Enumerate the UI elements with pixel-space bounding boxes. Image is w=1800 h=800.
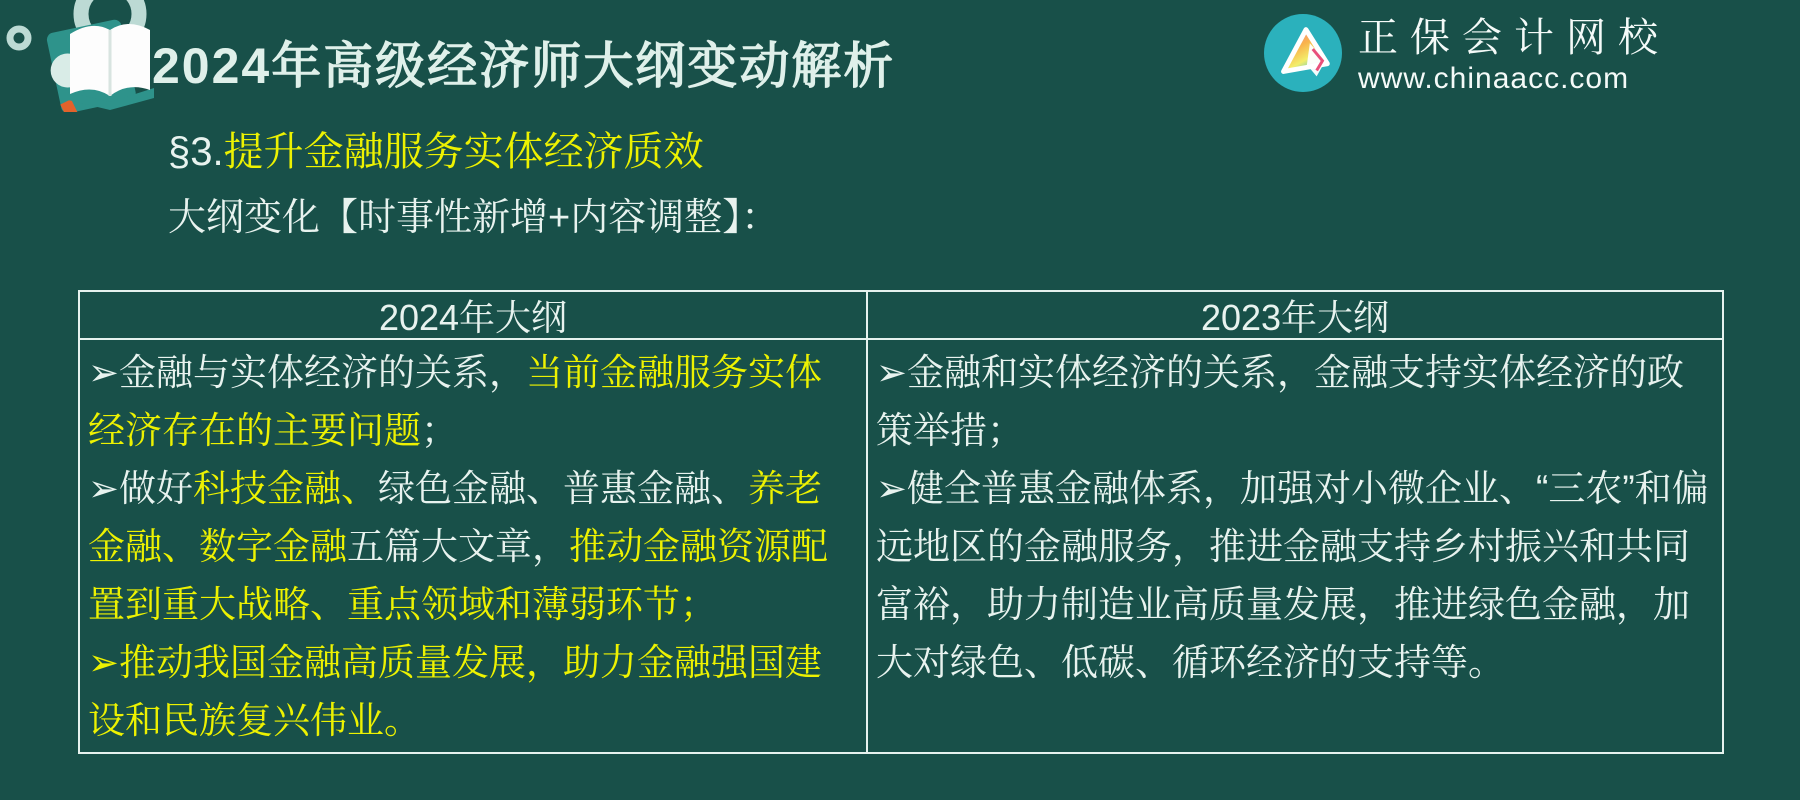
text-segment: 养老金融、数字金融 bbox=[88, 468, 823, 567]
text-segment: 绿色金融、普惠金融、 bbox=[378, 468, 749, 509]
text-segment: ➢做好 bbox=[88, 468, 194, 509]
text-segment: ➢健全普惠金融体系，加强对小微企业、“三农”和偏远地区的金融服务，推进金融支持乡村振兴和共同富裕，助力制造业高质量发展，推进绿色金融，加大对绿色、低碳、循环经济的支持等。 bbox=[876, 468, 1709, 683]
page-title: 2024年高级经济师大纲变动解析 bbox=[152, 38, 896, 94]
text-segment: ➢金融与实体经济的关系， bbox=[88, 352, 527, 393]
text-segment: ； bbox=[421, 410, 458, 451]
section-heading bbox=[168, 120, 704, 177]
cell-2024-outline bbox=[80, 340, 868, 754]
section-title: 提升金融服务实体经济质效 bbox=[223, 130, 704, 174]
open-book-icon bbox=[4, 0, 164, 117]
text-segment: ➢金融和实体经济的关系，金融支持实体经济的政策举措； bbox=[876, 352, 1685, 451]
section-number: §3. bbox=[168, 130, 224, 174]
chinaacc-logo-icon bbox=[1264, 14, 1342, 97]
text-segment: ➢推动我国金融高质量发展，助力金融强国建设和民族复兴伟业。 bbox=[88, 642, 823, 741]
column-header-2023: 2023年大纲 bbox=[868, 292, 1722, 340]
bullet-item bbox=[876, 344, 1712, 460]
outline-comparison-table bbox=[78, 290, 1724, 754]
section-subtitle: 大纲变化【时事性新增+内容调整】： bbox=[168, 197, 780, 239]
brand-name: 正保会计网校 bbox=[1358, 15, 1670, 60]
text-segment: 五篇大文章， bbox=[347, 526, 569, 567]
brand-url: www.chinaacc.com bbox=[1358, 61, 1630, 95]
bullet-item bbox=[88, 460, 856, 634]
bullet-item bbox=[876, 460, 1712, 692]
bullet-item bbox=[88, 634, 856, 750]
text-segment: 当前金融服务实体经济存在的主要问题 bbox=[88, 352, 823, 451]
brand-text bbox=[1358, 15, 1670, 97]
cell-2023-outline bbox=[868, 340, 1722, 754]
text-segment: 科技金融、 bbox=[193, 468, 379, 509]
text-segment: 推动金融资源配置到重大战略、重点领域和薄弱环节； bbox=[88, 526, 828, 625]
brand-block bbox=[1264, 14, 1670, 97]
column-header-2024: 2024年大纲 bbox=[80, 292, 868, 340]
bullet-item bbox=[88, 344, 856, 460]
